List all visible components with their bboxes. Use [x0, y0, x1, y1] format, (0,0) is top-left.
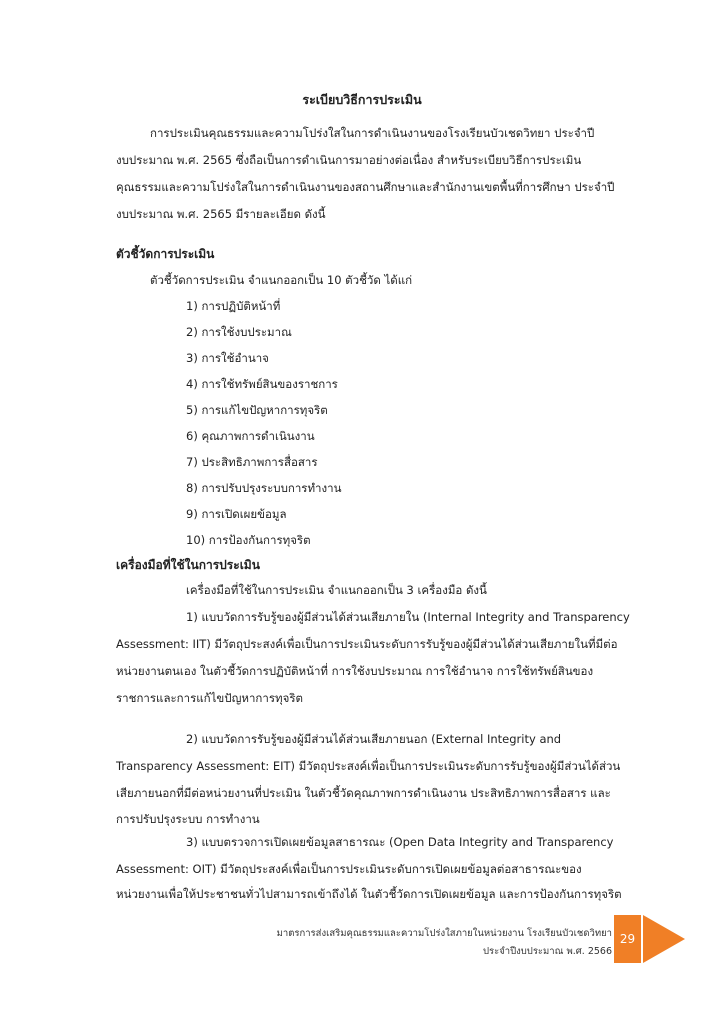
tool3-line: 3) แบบตรวจการเปิดเผยข้อมูลสาธารณะ (Open Data Integrity and Transparency — [186, 835, 614, 849]
indicators-intro: ตัวชี้วัดการประเมิน จำแนกออกเป็น 10 ตัวชี้วัด ได้แก่ — [150, 273, 413, 287]
tool2-line: Transparency Assessment: EIT) มีวัตถุประสงค์เพื่อเป็นการประเมินระดับการรับรู้ของผู้มีส่วนได้ส่วน — [116, 759, 621, 773]
intro-line-3: คุณธรรมและความโปร่งใสในการดำเนินงานของสถานศึกษาและสำนักงานเขตพื้นที่การศึกษา ประจำปี — [116, 180, 615, 194]
page-arrow-icon — [643, 915, 685, 963]
footer-line-2: ประจำปีงบประมาณ พ.ศ. 2566 — [482, 946, 612, 957]
tool1-line: Assessment: IIT) มีวัตถุประสงค์เพื่อเป็นการประเมินระดับการรับรู้ของผู้มีส่วนได้ส่วนเสียภายในที่มีต่อ — [116, 637, 618, 651]
page-title: ระเบียบวิธีการประเมิน — [302, 92, 422, 107]
indicator-item: 1) การปฏิบัติหน้าที่ — [186, 299, 281, 313]
indicator-item: 7) ประสิทธิภาพการสื่อสาร — [186, 455, 318, 469]
indicator-item: 3) การใช้อำนาจ — [186, 351, 269, 365]
tool1-line: หน่วยงานตนเอง ในตัวชี้วัดการปฏิบัติหน้าที่ การใช้งบประมาณ การใช้อำนาจ การใช้ทรัพย์สินของ — [116, 664, 594, 678]
tools-intro: เครื่องมือที่ใช้ในการประเมิน จำแนกออกเป็น 3 เครื่องมือ ดังนี้ — [186, 583, 487, 597]
tool2-line: เสียภายนอกที่มีต่อหน่วยงานที่ประเมิน ในตัวชี้วัดคุณภาพการดำเนินงาน ประสิทธิภาพการสื่อสาร และ — [116, 786, 611, 800]
indicator-item: 6) คุณภาพการดำเนินงาน — [186, 429, 315, 443]
tool2-line: การปรับปรุงระบบ การทำงาน — [116, 812, 260, 826]
indicator-item: 5) การแก้ไขปัญหาการทุจริต — [186, 403, 328, 417]
indicator-item: 9) การเปิดเผยข้อมูล — [186, 507, 287, 521]
indicator-item: 10) การป้องกันการทุจริต — [186, 533, 311, 547]
page-number-box — [614, 915, 641, 963]
tools-heading: เครื่องมือที่ใช้ในการประเมิน — [116, 558, 260, 572]
tool1-line: ราชการและการแก้ไขปัญหาการทุจริต — [116, 691, 303, 705]
indicator-item: 8) การปรับปรุงระบบการทำงาน — [186, 481, 342, 495]
tool3-line: หน่วยงานเพื่อให้ประชาชนทั่วไปสามารถเข้าถึงได้ ในตัวชี้วัดการเปิดเผยข้อมูล และการป้องกันการทุจริต — [116, 887, 622, 901]
footer-line-1: มาตรการส่งเสริมคุณธรรมและความโปร่งใสภายในหน่วยงาน โรงเรียนบัวเชดวิทยา — [276, 928, 612, 939]
tool2-line: 2) แบบวัดการรับรู้ของผู้มีส่วนได้ส่วนเสียภายนอก (External Integrity and — [186, 732, 562, 746]
page-number: 29 — [619, 932, 636, 946]
indicator-item: 4) การใช้ทรัพย์สินของราชการ — [186, 377, 338, 391]
intro-line-4: งบประมาณ พ.ศ. 2565 มีรายละเอียด ดังนี้ — [116, 207, 326, 221]
indicators-heading: ตัวชี้วัดการประเมิน — [116, 247, 215, 261]
intro-line-2: งบประมาณ พ.ศ. 2565 ซึ่งถือเป็นการดำเนินการมาอย่างต่อเนื่อง สำหรับระเบียบวิธีการประเมิน — [116, 153, 582, 167]
tool3-line: Assessment: OIT) มีวัตถุประสงค์เพื่อเป็นการประเมินระดับการเปิดเผยข้อมูลต่อสาธารณะของ — [116, 862, 582, 876]
intro-line-1: การประเมินคุณธรรมและความโปร่งใสในการดำเนินงานของโรงเรียนบัวเชดวิทยา ประจำปี — [150, 126, 595, 140]
tool1-line: 1) แบบวัดการรับรู้ของผู้มีส่วนได้ส่วนเสียภายใน (Internal Integrity and Transparency — [186, 610, 630, 624]
indicator-item: 2) การใช้งบประมาณ — [186, 325, 292, 339]
